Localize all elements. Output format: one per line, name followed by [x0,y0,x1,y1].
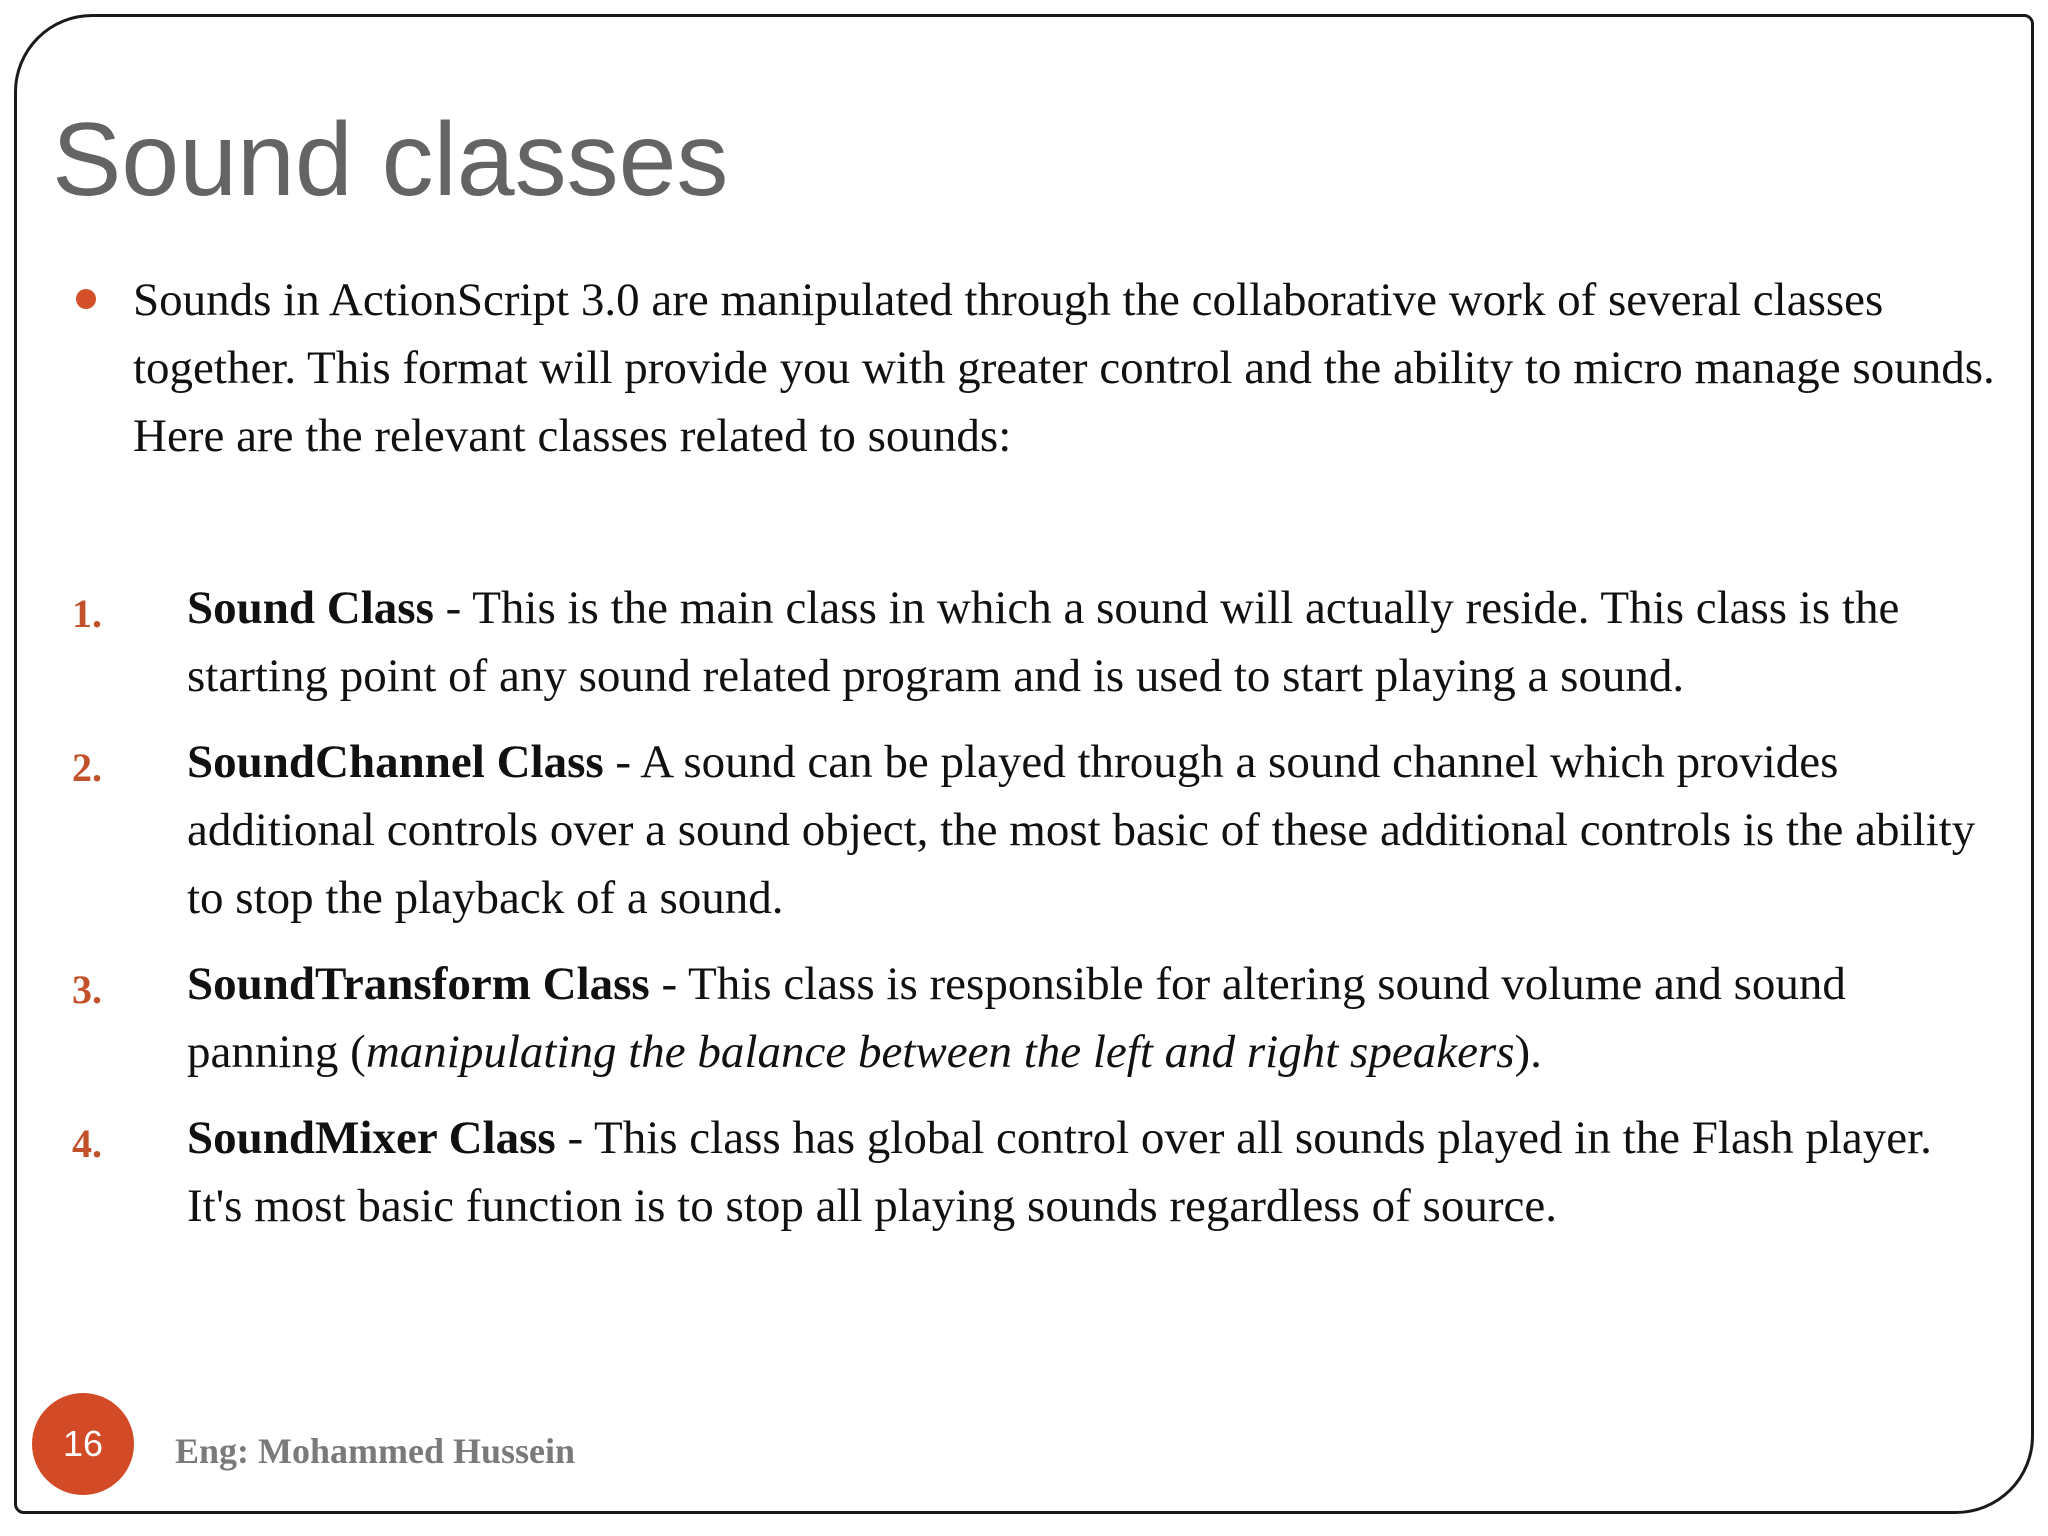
list-item-title: Sound Class [187,582,434,634]
slide-title: Sound classes [52,102,729,218]
list-number: 3. [72,967,102,1012]
list-item-description: - This class has global control over all sounds played in the Flash player. It's most basic function is to stop all playing sounds regardless of source. [187,1112,1932,1232]
list-item-title: SoundTransform Class [187,958,650,1010]
list-item-title: SoundChannel Class [187,736,604,788]
list-item-description: - This class is responsible for altering sound volume and sound panning ( [187,958,1846,1078]
list-item-description: - This is the main class in which a sound will actually reside. This class is the starting point of any sound related program and is used to start playing a sound. [187,582,1900,702]
list-number: 4. [72,1121,102,1166]
list-number: 2. [72,745,102,790]
list-item-description: - A sound can be played through a sound channel which provides additional controls over a sound object, the most basic of these additional controls is the ability to stop the playback of a sound. [187,736,1976,924]
list-item-description-end: ). [1514,1026,1542,1078]
bullet-dot-icon [76,289,96,309]
list-number: 1. [72,591,102,636]
list-item-text [187,950,1987,1086]
page-number: 16 [62,1423,104,1464]
list-item-emphasis: manipulating the balance between the left and right speakers [365,1026,1515,1078]
footer-author: Eng: Mohammed Hussein [175,1431,576,1471]
list-item-text [187,1104,1987,1240]
list-item-title: SoundMixer Class [187,1112,556,1164]
list-item-text [187,574,1987,710]
list-item-text [187,728,1987,932]
intro-paragraph: Sounds in ActionScript 3.0 are manipulated through the collaborative work of several classes together. This format will provide you with greater control and the ability to micro manage sounds. Here are the relevant classes related to sounds: [133,274,1995,462]
page-number-badge [32,1393,134,1495]
